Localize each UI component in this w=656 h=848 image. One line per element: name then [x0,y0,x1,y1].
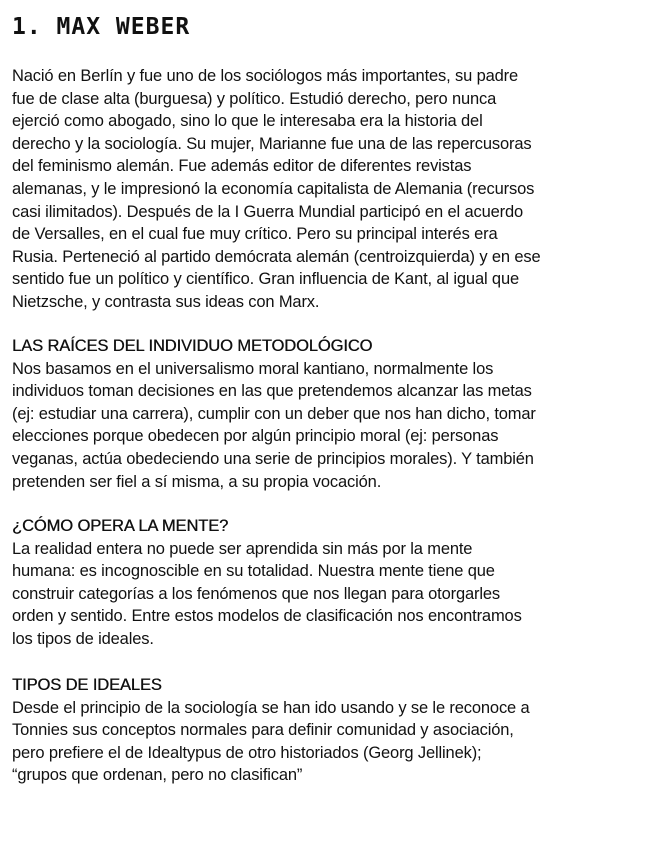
section-paragraph [12,538,652,651]
text-line: veganas, actúa obedeciendo una serie de principios morales). Y también [12,449,534,468]
section-mente [12,515,652,651]
text-line: elecciones porque obedecen por algún principio moral (ej: personas [12,427,499,446]
section-paragraph [12,358,652,494]
text-line: de Versalles, en el cual fue muy crítico. Pero su principal interés era [12,225,498,244]
text-line: casi ilimitados). Después de la I Guerra Mundial participó en el acuerdo [12,202,524,221]
text-line: Nos basamos en el universalismo moral kantiano, normalmente los [12,359,494,378]
text-line: del feminismo alemán. Fue además editor de diferentes revistas [12,157,472,176]
text-line: sentido fue un político y científico. Gran influencia de Kant, al igual que [12,270,519,289]
section-heading: LAS RAÍCES DEL INDIVIDUO METODOLÓGICO [12,337,373,355]
text-line: pero prefiere el de Idealtypus de otro historiados (Georg Jellinek); [12,743,482,762]
page-title: 1. MAX WEBER [12,14,191,40]
section-tipos-ideales [12,674,652,787]
text-line: fue de clase alta (burguesa) y político. Estudió derecho, pero nunca [12,89,497,108]
text-line: alemanas, y le impresionó la economía capitalista de Alemania (recursos [12,179,535,198]
text-line: “grupos que ordenan, pero no clasifican” [12,766,303,785]
text-line: pretenden ser fiel a sí misma, a su propia vocación. [12,472,382,491]
text-line: ejerció como abogado, sino lo que le interesaba era la historia del [12,112,483,131]
text-line: Tonnies sus conceptos normales para definir comunidad y asociación, [12,721,514,740]
text-line: orden y sentido. Entre estos modelos de clasificación nos encontramos [12,607,522,626]
text-line: los tipos de ideales. [12,629,154,648]
text-line: (ej: estudiar una carrera), cumplir con un deber que nos han dicho, tomar [12,404,536,423]
text-line: derecho y la sociología. Su mujer, Marianne fue una de las repercusoras [12,134,532,153]
text-line: individuos toman decisiones en las que pretendemos alcanzar las metas [12,382,532,401]
text-line: Nació en Berlín y fue uno de los sociólogos más importantes, su padre [12,67,519,85]
text-line: humana: es incognoscible en su totalidad. Nuestra mente tiene que [12,562,495,581]
text-line: construir categorías a los fenómenos que nos llegan para otorgarles [12,584,500,603]
section-heading: ¿CÓMO OPERA LA MENTE? [12,517,229,535]
text-line: Rusia. Perteneció al partido demócrata alemán (centroizquierda) y en ese [12,247,541,266]
section-heading: TIPOS DE IDEALES [12,676,162,694]
intro-paragraph [12,65,652,314]
text-line: Nietzsche, y contrasta sus ideas con Marx. [12,292,320,311]
text-line: La realidad entera no puede ser aprendida sin más por la mente [12,539,473,558]
section-paragraph [12,697,652,787]
text-line: Desde el principio de la sociología se han ido usando y se le reconoce a [12,698,530,717]
intro-section [12,65,652,314]
section-raices [12,335,652,493]
